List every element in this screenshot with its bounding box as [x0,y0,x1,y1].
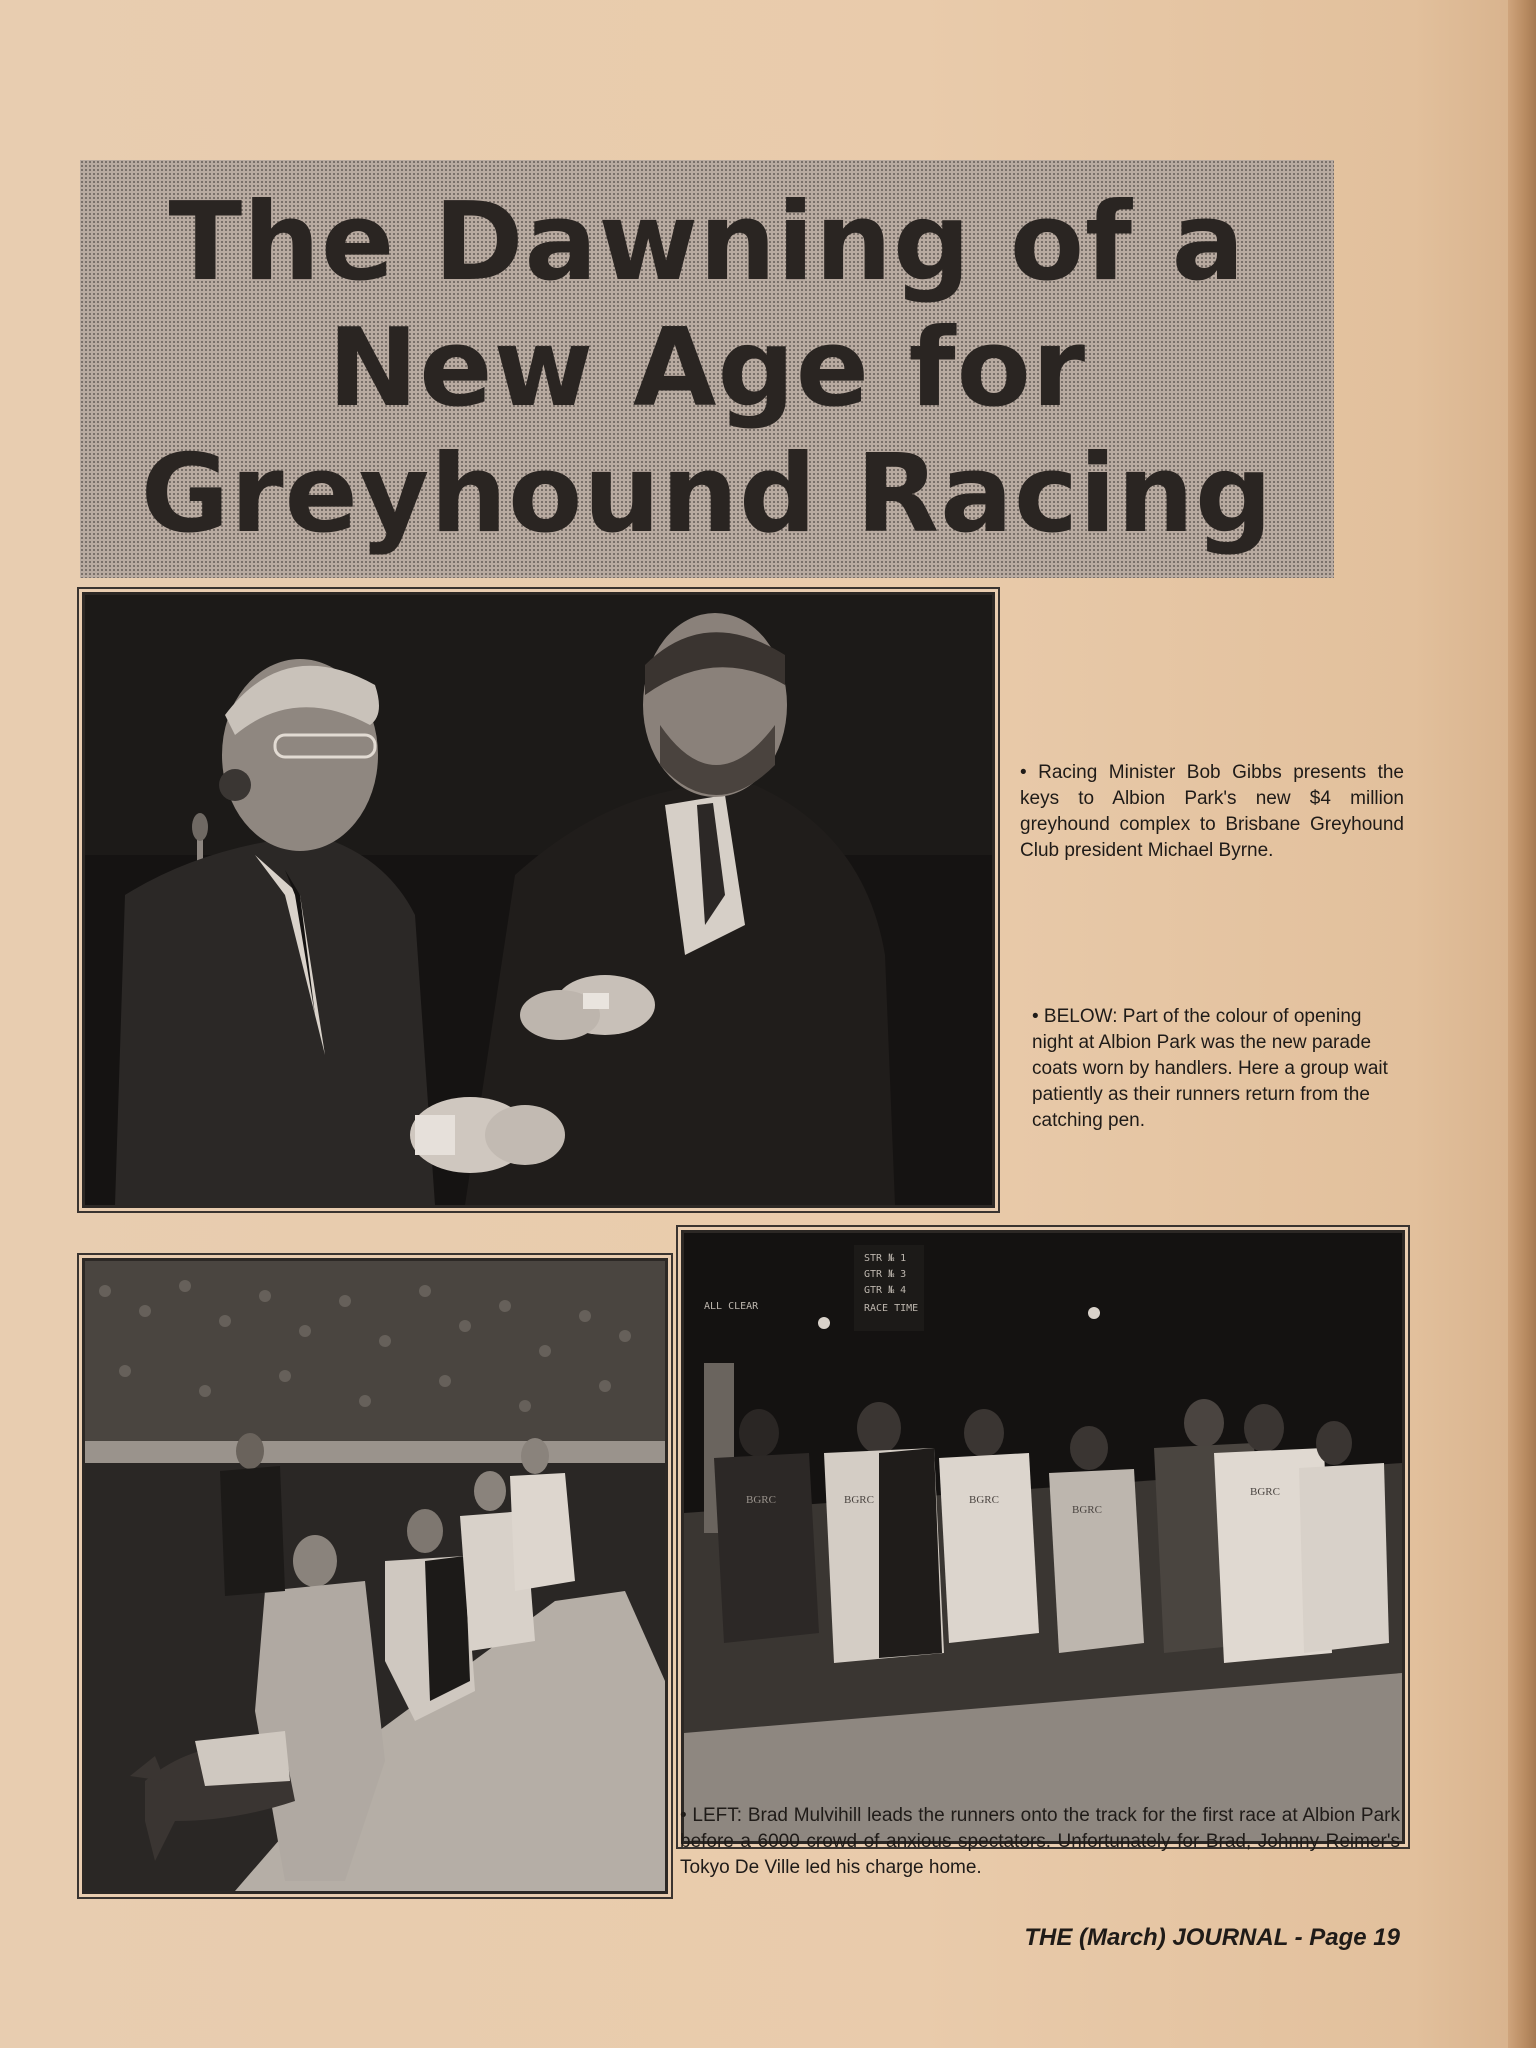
headline-line-2: New Age for [327,306,1087,431]
page-edge [1508,0,1536,2048]
coat-label-3: BGRC [969,1494,999,1506]
coat-label-5: BGRC [1250,1486,1280,1498]
caption-left: • LEFT: Brad Mulvihill leads the runners onto the track for the first race at Albion Park before a 6000 crowd of anxious spectators. Unfortunately for Brad, Johnny Reimer's Tokyo De Ville led his charge home. [680,1805,1400,1878]
coat-label-4: BGRC [1072,1504,1102,1516]
all-clear-sign: ALL CLEAR [704,1301,759,1312]
coat-label-2: BGRC [844,1494,874,1506]
photo-key-presentation [82,592,995,1208]
scoreboard-line-2: GTR № 3 [864,1269,907,1280]
coat-label-1: BGRC [746,1494,776,1506]
page-footer: THE (March) JOURNAL - Page 19 [1024,1924,1400,1951]
photo-handler-leading-runners [82,1258,668,1894]
scoreboard-line-4: RACE TIME [864,1303,919,1314]
scoreboard-line-1: STR № 1 [864,1253,907,1264]
scoreboard-line-3: GTR № 4 [864,1285,907,1296]
headline-line-3: Greyhound Racing [140,432,1274,557]
photo-handlers-parade-coats [681,1230,1405,1844]
headline-line-1: The Dawning of a [168,180,1246,305]
caption-key-presentation: • Racing Minister Bob Gibbs presents the keys to Albion Park's new $4 million greyhound complex to Brisbane Greyhound Club president Michael Byrne. [1020,762,1404,861]
headline-banner [80,160,1334,578]
caption-below: • BELOW: Part of the colour of opening night at Albion Park was the new parade coats worn by handlers. Here a group wait patiently as their runners return from the catching pen. [1032,1006,1388,1131]
